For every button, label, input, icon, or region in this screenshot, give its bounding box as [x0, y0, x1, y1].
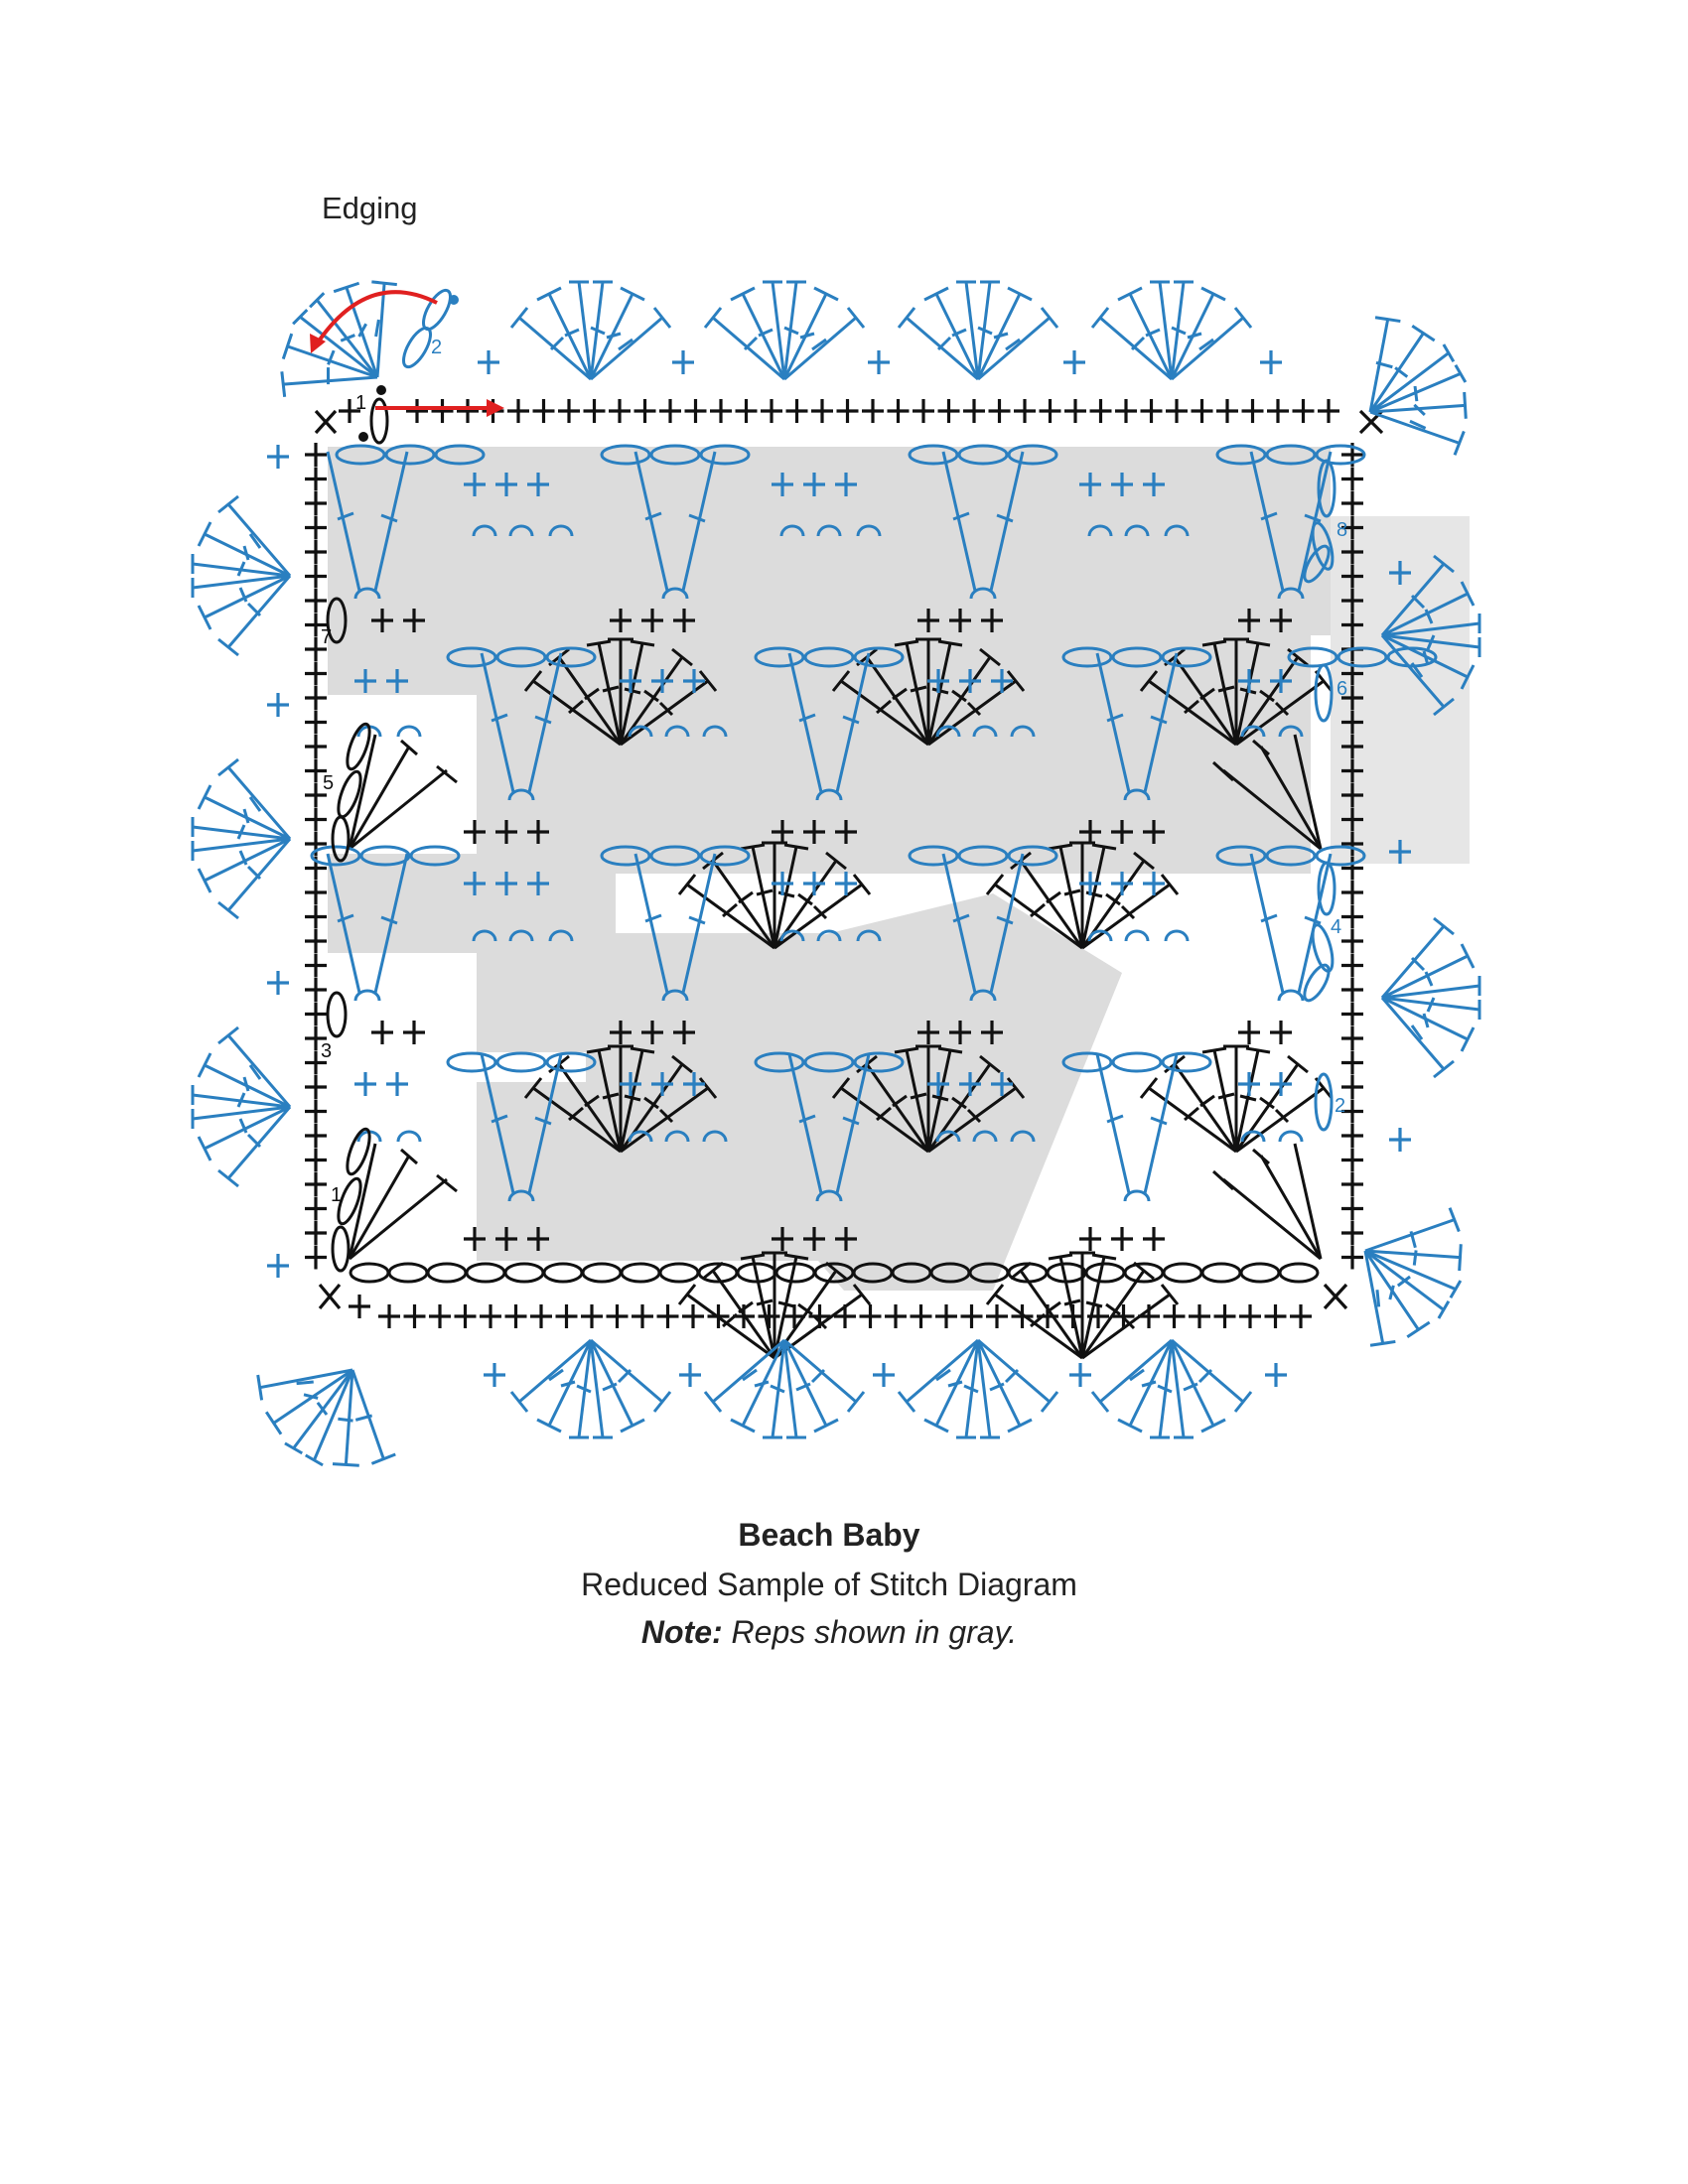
bottom-sc-stitch	[935, 1304, 957, 1328]
top-sc-stitch	[1141, 399, 1163, 423]
edging-fan-bottom	[1092, 1340, 1251, 1437]
left-sc-stitch	[305, 929, 327, 953]
edging-fan-bottom	[705, 1340, 864, 1437]
bottom-sc-stitch	[657, 1304, 679, 1328]
row-number-2: 2	[1335, 1095, 1346, 1117]
edging-sc-stitch	[868, 350, 890, 374]
right-sc-stitch	[1341, 905, 1363, 929]
top-sc-stitch	[1267, 399, 1289, 423]
top-sc-stitch	[558, 399, 580, 423]
caption-note	[0, 1614, 1658, 1651]
top-sc-stitch	[659, 399, 681, 423]
bottom-sc-stitch	[378, 1304, 400, 1328]
edging-fans-bottom	[235, 1330, 1251, 1489]
edging-sc-stitch	[1069, 1363, 1091, 1387]
top-sc-stitch	[862, 399, 884, 423]
bottom-sc-stitch	[759, 1304, 780, 1328]
top-sc-stitch	[1216, 399, 1238, 423]
right-sc-stitch	[1341, 468, 1363, 491]
edging-fan-left	[193, 759, 290, 918]
edging-sc-stitch	[267, 693, 289, 717]
top-sc-stitch	[406, 399, 428, 423]
top-sc-stitch	[989, 399, 1011, 423]
row-number-4: 4	[1331, 916, 1342, 938]
black-sc-stitch	[1270, 1021, 1292, 1044]
top-sc-stitch	[1040, 399, 1061, 423]
top-sc-stitch	[685, 399, 707, 423]
top-sc-stitch	[1090, 399, 1112, 423]
top-sc-stitch	[786, 399, 808, 423]
bottom-sc-stitch	[1290, 1304, 1312, 1328]
left-sc-stitch	[305, 1246, 327, 1270]
blue-arc-stitch	[1166, 931, 1188, 941]
edging-fan-top	[1092, 282, 1251, 379]
edging-sc-stitch	[267, 445, 289, 469]
top-sc-stitch	[1293, 399, 1315, 423]
left-sc-stitch	[305, 1221, 327, 1245]
black-sc-stitch	[1079, 1227, 1101, 1251]
chain-icon	[505, 1264, 543, 1282]
chain-icon	[1086, 1264, 1124, 1282]
edging-sc-stitch	[873, 1363, 895, 1387]
row-number-7: 7	[321, 626, 333, 648]
right-sc-stitch	[1341, 954, 1363, 978]
right-sc-stitch	[1341, 1051, 1363, 1075]
bottom-sc-stitch	[860, 1304, 882, 1328]
right-sc-stitch	[1341, 1149, 1363, 1172]
chain-icon	[544, 1264, 582, 1282]
edging-row-number-1: 1	[355, 392, 367, 414]
left-sc-stitch	[305, 905, 327, 929]
chain-icon	[1164, 1264, 1201, 1282]
right-sc-stitch	[1341, 1026, 1363, 1050]
bottom-sc-stitch	[404, 1304, 426, 1328]
bottom-sc-stitch	[961, 1304, 983, 1328]
top-sc-stitch	[584, 399, 606, 423]
left-sc-stitch	[305, 954, 327, 978]
blue-sc-stitch	[1111, 872, 1133, 895]
top-sc-stitch	[634, 399, 656, 423]
edging-label: Edging	[322, 191, 418, 225]
chain-icon	[1202, 1264, 1240, 1282]
right-sc-stitch	[1341, 1221, 1363, 1245]
top-sc-stitch	[457, 399, 479, 423]
edging-sc-stitch	[267, 971, 289, 995]
top-sc-stitch	[811, 399, 833, 423]
direction-arrow-icon	[310, 292, 504, 417]
edging-fan-corner	[1331, 295, 1494, 481]
caption-subtitle: Reduced Sample of Stitch Diagram	[581, 1567, 1077, 1602]
row-number-5: 5	[323, 772, 335, 794]
left-sc-stitch	[305, 1172, 327, 1196]
chain-icon	[467, 1264, 504, 1282]
edging-fan-top	[511, 282, 670, 379]
bottom-sc-stitch	[349, 1295, 370, 1318]
row-number-6: 6	[1336, 678, 1348, 700]
top-sc-stitch	[1014, 399, 1036, 423]
chain-icon	[1241, 1264, 1279, 1282]
top-sc-stitch	[507, 399, 529, 423]
black-sc-stitch	[1111, 1227, 1133, 1251]
edging-sc-stitch	[1260, 350, 1282, 374]
top-sc-stitch	[609, 399, 631, 423]
edging-sc-stitch	[672, 350, 694, 374]
left-sc-stitch	[305, 1100, 327, 1124]
right-sc-stitch	[1341, 1246, 1363, 1270]
row-number-8: 8	[1336, 519, 1348, 541]
edging-sc-stitch	[484, 1363, 505, 1387]
bottom-sc-stitch	[632, 1304, 653, 1328]
left-sc-stitch	[305, 808, 327, 832]
top-sc-stitch	[533, 399, 555, 423]
chain-icon	[351, 1264, 388, 1282]
left-sc-stitch	[305, 589, 327, 613]
left-sc-stitch	[305, 711, 327, 735]
blue-vfan-icon	[1097, 1054, 1177, 1201]
blue-arc-stitch	[1280, 1132, 1302, 1142]
row-number-1: 1	[331, 1184, 343, 1206]
right-sc-stitch	[1341, 1172, 1363, 1196]
bottom-sc-stitch	[505, 1304, 527, 1328]
right-sc-stitch	[1341, 881, 1363, 904]
chain-icon	[428, 1264, 466, 1282]
black-sc-stitch	[371, 1021, 393, 1044]
bottom-sc-stitch	[682, 1304, 704, 1328]
left-sc-stitch	[305, 1124, 327, 1148]
edging-fan-top	[705, 282, 864, 379]
left-sc-stitch	[305, 565, 327, 589]
black-sc-stitch	[1238, 1021, 1260, 1044]
bottom-sc-stitch	[986, 1304, 1008, 1328]
left-sc-stitch	[305, 881, 327, 904]
right-sc-stitch	[1341, 1124, 1363, 1148]
right-sc-stitch	[1341, 929, 1363, 953]
chain-icon	[622, 1264, 659, 1282]
blue-sc-stitch	[386, 1072, 408, 1096]
caption-title: Beach Baby	[738, 1517, 920, 1553]
bottom-sc-stitch	[1239, 1304, 1261, 1328]
bottom-sc-stitch	[607, 1304, 629, 1328]
left-sc-stitch	[305, 1197, 327, 1221]
chain-icon	[389, 1264, 427, 1282]
top-sc-stitch	[837, 399, 859, 423]
bottom-sc-row	[349, 1295, 1312, 1328]
right-sc-stitch	[1341, 1003, 1363, 1026]
edging-fan-right	[1382, 918, 1479, 1077]
chain-icon	[660, 1264, 698, 1282]
edging-sc-stitch	[478, 350, 499, 374]
edging-fans-left	[193, 252, 434, 1186]
left-sc-stitch	[305, 662, 327, 686]
left-sc-stitch	[305, 491, 327, 515]
left-sc-stitch	[305, 978, 327, 1002]
edging-sc-stitch	[267, 1254, 289, 1278]
note-label: Note:	[640, 1614, 723, 1650]
top-sc-stitch	[1166, 399, 1188, 423]
blue-sc-stitch	[1238, 1072, 1260, 1096]
edging-sc-stitch	[1265, 1363, 1287, 1387]
left-sc-stitch	[305, 1149, 327, 1172]
bottom-sc-stitch	[885, 1304, 907, 1328]
blue-arc-stitch	[398, 727, 420, 737]
left-sc-stitch	[305, 443, 327, 467]
black-sc-stitch	[1143, 1227, 1165, 1251]
bottom-sc-stitch	[429, 1304, 451, 1328]
bottom-sc-stitch	[1265, 1304, 1287, 1328]
edging-fan-left	[193, 496, 290, 655]
top-sc-stitch	[913, 399, 934, 423]
right-sc-stitch	[1341, 1197, 1363, 1221]
top-sc-stitch	[1064, 399, 1086, 423]
black-sc-stitch	[403, 1021, 425, 1044]
note-text: Reps shown in gray.	[722, 1614, 1018, 1650]
right-sc-stitch	[1341, 978, 1363, 1002]
blue-sc-stitch	[803, 872, 825, 895]
bottom-sc-stitch	[1214, 1304, 1236, 1328]
bottom-sc-stitch	[480, 1304, 501, 1328]
top-sc-stitch	[1115, 399, 1137, 423]
top-sc-stitch	[1192, 399, 1213, 423]
top-sc-stitch	[761, 399, 782, 423]
bottom-sc-stitch	[530, 1304, 552, 1328]
row-number-3: 3	[321, 1040, 333, 1062]
left-sc-stitch	[305, 540, 327, 564]
edging-fan-corner	[235, 1330, 422, 1489]
edging-fan-bottom	[511, 1340, 670, 1437]
top-sc-stitch	[938, 399, 960, 423]
left-sc-stitch	[305, 516, 327, 540]
edging-sc-stitch	[679, 1363, 701, 1387]
chain-icon	[1280, 1264, 1318, 1282]
left-sc-column	[305, 443, 327, 1270]
top-sc-stitch	[432, 399, 454, 423]
edging-fan-top	[899, 282, 1057, 379]
edging-fan-left	[193, 1027, 290, 1186]
top-sc-stitch	[1242, 399, 1264, 423]
right-sc-stitch	[1341, 491, 1363, 515]
bottom-sc-stitch	[1189, 1304, 1210, 1328]
bottom-sc-stitch	[1164, 1304, 1186, 1328]
bottom-sc-stitch	[455, 1304, 477, 1328]
left-sc-stitch	[305, 686, 327, 710]
bottom-sc-stitch	[581, 1304, 603, 1328]
left-sc-stitch	[305, 468, 327, 491]
top-sc-stitch	[1318, 399, 1339, 423]
bottom-sc-stitch	[556, 1304, 578, 1328]
edging-sc-stitch	[1389, 1128, 1411, 1152]
top-sc-stitch	[963, 399, 985, 423]
blue-arc-stitch	[398, 1132, 420, 1142]
top-sc-stitch	[736, 399, 758, 423]
top-sc-stitch	[888, 399, 910, 423]
blue-sc-stitch	[354, 1072, 376, 1096]
bottom-sc-stitch	[911, 1304, 932, 1328]
left-sc-stitch	[305, 1075, 327, 1099]
left-sc-stitch	[305, 1003, 327, 1026]
blue-arc-stitch	[1126, 931, 1148, 941]
chain-icon	[583, 1264, 621, 1282]
edging-sc-stitch	[1063, 350, 1085, 374]
blue-chain-icon	[448, 1053, 595, 1071]
edging-fan-bottom	[899, 1340, 1057, 1437]
edging-fans-top	[511, 282, 1251, 379]
top-sc-stitch	[710, 399, 732, 423]
edging-row-number-2: 2	[431, 337, 443, 358]
left-sc-stitch	[305, 735, 327, 758]
